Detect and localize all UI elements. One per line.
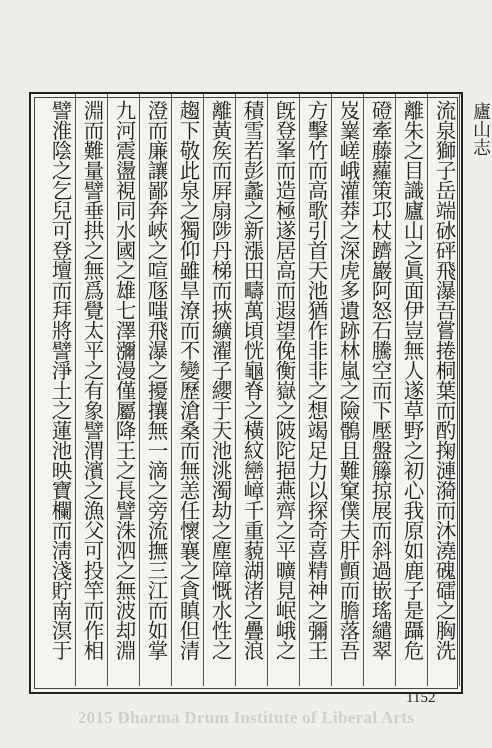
text-column: 流泉獅子岳端砅砰飛瀑吾嘗捲桐葉而酌掬漣漪而沐澆磈礌之胸洗 — [432, 100, 456, 660]
text-column: 趨下敬此泉之獨仰雖旱潦而不變歷滄桑而無恙任懷襄之貪瞋但清 — [176, 100, 200, 660]
column-rule — [299, 94, 300, 686]
column-rule — [203, 94, 204, 686]
text-column: 澄而廉讓鄙奔峽之喧豗嗤飛瀑之擾攘無一滴之旁流撫三江而如掌 — [144, 100, 168, 660]
margin-title: 廬山志 — [470, 102, 491, 156]
text-column: 離黃矦而屛扇陟丹梯而挾纊濯子纓于天池洮濁劫之塵障慨水性之 — [208, 100, 232, 660]
column-rule — [363, 94, 364, 686]
page-number: 1152 — [406, 690, 436, 706]
text-column: 離朱之目識廬山之眞面伊豈無人遂草野之初心我原如鹿子是躡危 — [400, 100, 424, 660]
text-frame — [29, 92, 491, 694]
column-rule — [267, 94, 268, 686]
text-column: 積雪若彭蠡之新漲田疇萬頃恍龜脊之橫紋巒嶂千重藐湖渚之疊浪 — [240, 100, 264, 660]
text-column: 淵而難量譬垂拱之無爲覺太平之有象譬渭濱之漁父可投竿而作相 — [80, 100, 104, 660]
margin-title-strip — [463, 94, 489, 692]
text-column: 岌嶪嵯峨灌莽之深虎多遺跡林嵐之險鶻且難窠僕夫肝顫而膽落吾 — [336, 100, 360, 660]
column-rule — [171, 94, 172, 686]
column-rule — [395, 94, 396, 686]
text-column: 旣登峯而造極遂居高而遐望俛衡嶽之陂陀挹燕齊之平曠見岷峨之 — [272, 100, 296, 660]
column-rule — [427, 94, 428, 686]
column-rule — [107, 94, 108, 686]
column-rule — [139, 94, 140, 686]
column-rule — [459, 94, 460, 686]
text-column: 方擊竹而高歌引首天池猶作非非之想竭足力以探奇喜精神之彌王 — [304, 100, 328, 660]
watermark-text: 2015 Dharma Drum Institute of Liberal Arts — [77, 708, 415, 727]
text-column: 九河震盪視同水國之雄七澤瀰漫僅屬降王之長譬洙泗之無波却淵 — [112, 100, 136, 660]
text-column: 磴牽藤蘿策邛杖躋巖阿怒石騰空而下壓盤籐掠展而斜過嵌瑤繾翠 — [368, 100, 392, 660]
column-rule — [75, 94, 76, 686]
text-column: 譬淮陰之乞兒可登壇而拜將譬淨土之蓮池映寶欄而淸淺貯南溟于 — [48, 100, 72, 660]
column-rule — [331, 94, 332, 686]
column-rule — [235, 94, 236, 686]
